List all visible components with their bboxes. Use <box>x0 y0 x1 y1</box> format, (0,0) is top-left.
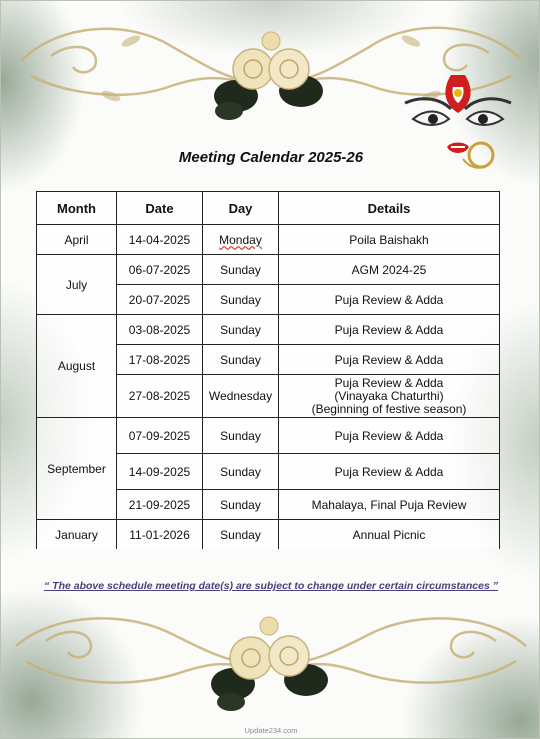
day-cell: Sunday <box>203 255 279 285</box>
details-cell: Annual Picnic <box>279 520 500 550</box>
details-cell: Puja Review & Adda <box>279 418 500 454</box>
month-cell: August <box>37 315 117 418</box>
details-cell: Puja Review & Adda <box>279 285 500 315</box>
date-cell: 17-08-2025 <box>117 345 203 375</box>
details-cell: Poila Baishakh <box>279 225 500 255</box>
date-cell: 20-07-2025 <box>117 285 203 315</box>
day-cell: Sunday <box>203 490 279 520</box>
month-cell: January <box>37 520 117 550</box>
details-cell <box>279 375 500 418</box>
date-cell: 21-09-2025 <box>117 490 203 520</box>
table-row <box>37 255 500 285</box>
column-header-month: Month <box>37 192 117 225</box>
date-cell: 07-09-2025 <box>117 418 203 454</box>
date-cell: 03-08-2025 <box>117 315 203 345</box>
day-cell: Sunday <box>203 520 279 550</box>
table-row <box>37 520 500 550</box>
date-cell: 11-01-2026 <box>117 520 203 550</box>
day-cell: Sunday <box>203 315 279 345</box>
month-cell: April <box>37 225 117 255</box>
details-line: (Vinayaka Chaturthi) <box>334 388 444 403</box>
details-cell: Puja Review & Adda <box>279 315 500 345</box>
day-cell: Wednesday <box>203 375 279 418</box>
rose-scroll-ornament-bottom <box>1 596 540 731</box>
day-cell: Sunday <box>203 345 279 375</box>
watermark-footer: Update234.com <box>244 726 298 735</box>
details-cell: Puja Review & Adda <box>279 345 500 375</box>
date-cell: 27-08-2025 <box>117 375 203 418</box>
page-title: Meeting Calendar 2025-26 <box>178 149 364 166</box>
month-cell: July <box>37 255 117 315</box>
table-row <box>37 225 500 255</box>
meeting-calendar-table <box>36 191 500 549</box>
date-cell: 14-09-2025 <box>117 454 203 490</box>
column-header-date: Date <box>117 192 203 225</box>
day-text: Monday <box>219 232 262 247</box>
date-cell: 14-04-2025 <box>117 225 203 255</box>
table-row <box>37 418 500 454</box>
details-line: Puja Review & Adda <box>334 375 444 390</box>
column-header-details: Details <box>279 192 500 225</box>
date-cell: 06-07-2025 <box>117 255 203 285</box>
details-line: (Beginning of festive season) <box>311 401 467 416</box>
details-cell: Puja Review & Adda <box>279 454 500 490</box>
day-cell: Sunday <box>203 454 279 490</box>
column-header-day: Day <box>203 192 279 225</box>
day-cell: Sunday <box>203 285 279 315</box>
details-cell: AGM 2024-25 <box>279 255 500 285</box>
table-row <box>37 315 500 345</box>
details-cell: Mahalaya, Final Puja Review <box>279 490 500 520</box>
table-header-row <box>37 192 500 225</box>
month-cell: September <box>37 418 117 520</box>
schedule-change-note: “ The above schedule meeting date(s) are subject to change under certain circumstances ” <box>44 580 498 592</box>
day-cell <box>203 225 279 255</box>
day-cell: Sunday <box>203 418 279 454</box>
